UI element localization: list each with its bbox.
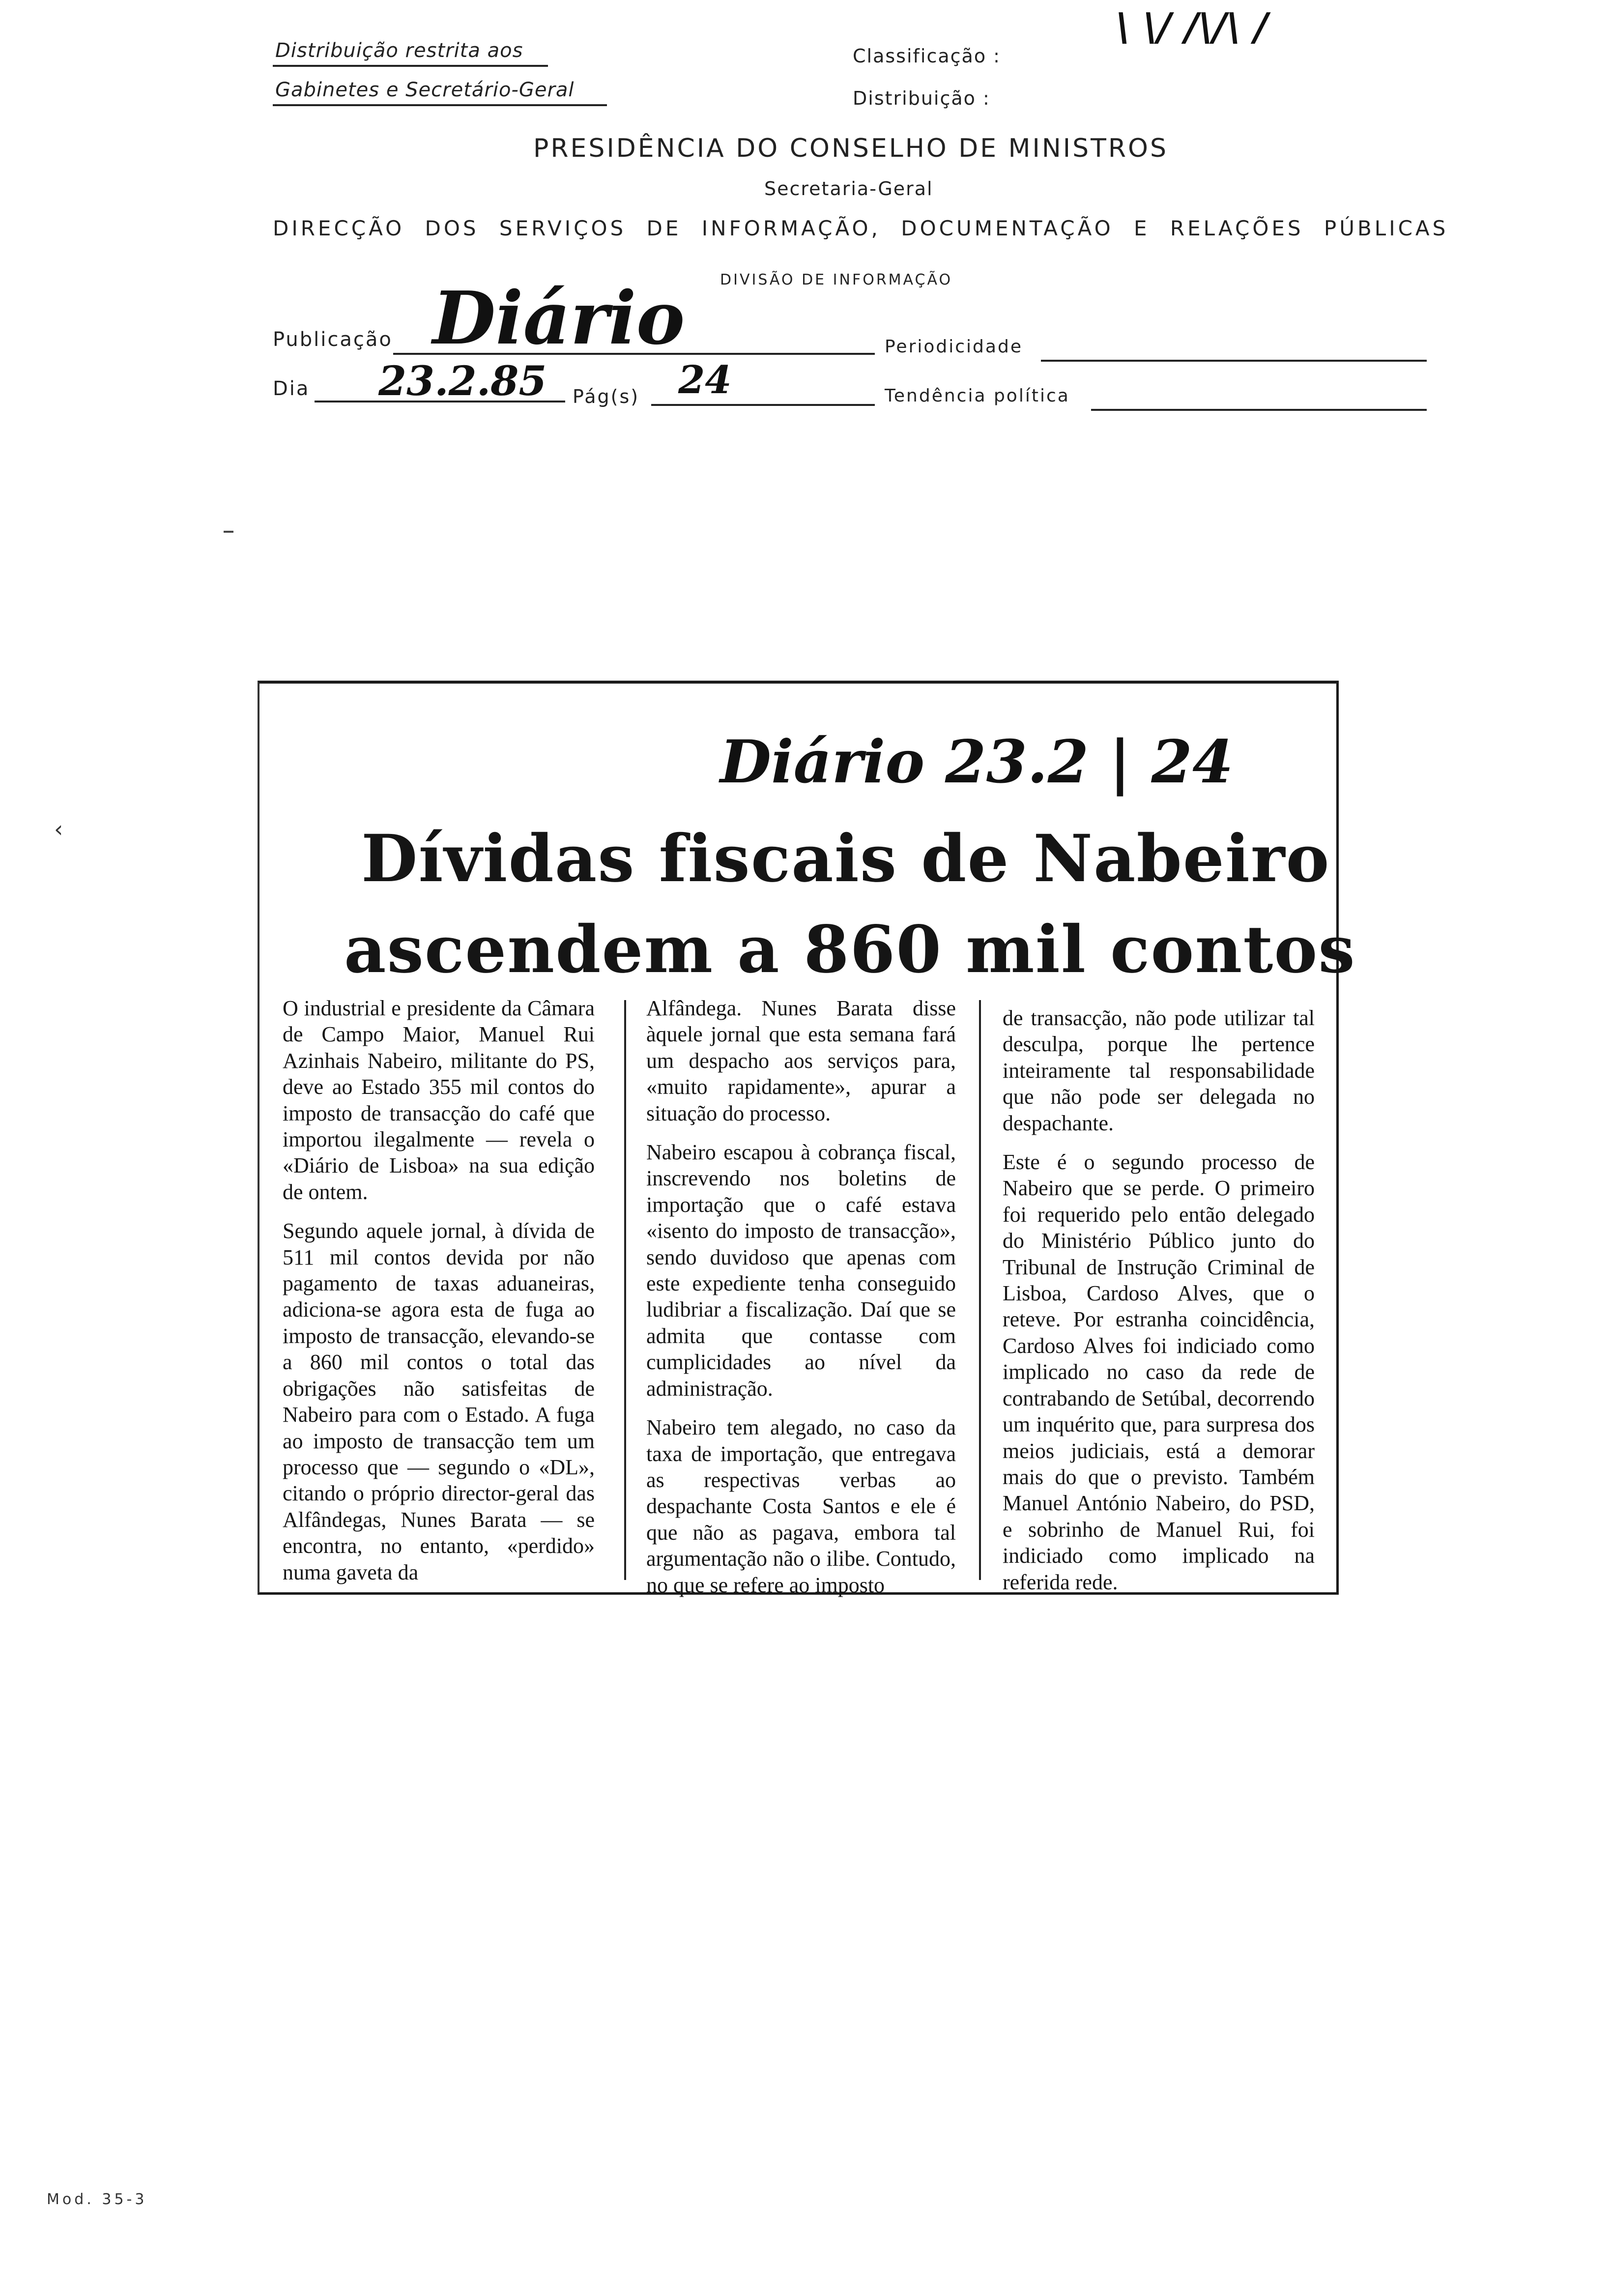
column-divider-1 bbox=[624, 1000, 626, 1580]
secretariat-heading: Secretaria-Geral bbox=[764, 178, 933, 200]
article-paragraph: O industrial e presidente da Câmara de Campo Maior, Manuel Rui Azinhais Nabeiro, militante do PS, deve ao Estado 355 mil contos do imposto de transacção do café que importou ilegalmente — revela o «Diário de Lisboa» na sua edição de ontem. bbox=[283, 996, 595, 1204]
pages-handwritten-value: 24 bbox=[678, 358, 732, 402]
article-paragraph: Alfândega. Nunes Barata disse àquele jornal que esta semana fará um despacho aos serviços para, «muito rapidamente», apurar a situação do processo. bbox=[646, 996, 956, 1125]
distribution-note-line2: Gabinetes e Secretário-Geral bbox=[275, 79, 575, 101]
political-tendency-field-line bbox=[1091, 409, 1427, 411]
distribution-note-line1: Distribuição restrita aos bbox=[275, 39, 523, 62]
distribution-underline-2 bbox=[273, 104, 607, 106]
distribution-underline-1 bbox=[273, 65, 548, 67]
pages-label: Pág(s) bbox=[573, 386, 640, 407]
political-tendency-label: Tendência política bbox=[885, 386, 1070, 406]
directorate-heading: DIRECÇÃO DOS SERVIÇOS DE INFORMAÇÃO, DOCUMENTAÇÃO E RELAÇÕES PÚBLICAS bbox=[273, 216, 1449, 240]
form-code: Mod. 35-3 bbox=[47, 2191, 147, 2208]
headline-line-1: Dívidas fiscais de Nabeiro bbox=[361, 821, 1330, 897]
pages-field-line bbox=[651, 404, 875, 406]
classification-label: Classificação : bbox=[853, 45, 1001, 67]
left-margin-mark: ‹ bbox=[54, 816, 63, 842]
article-paragraph: Este é o segundo processo de Nabeiro que se perde. O primeiro foi requerido pelo então delegado do Ministério Público junto do Tribunal de Instrução Criminal de Lisboa, Cardoso Alves, que o reteve. Por estranha coincidência, Cardoso Alves foi indiciado como implicado no caso da rede de contrabando de Setúbal, decorrendo um inquérito que, para surpresa dos meios judiciais, está a demorar mais do que o previsto. Também Manuel António Nabeiro, do PSD, e sobrinho de Manuel Rui, foi indiciado como implicado na referida rede. bbox=[1003, 1150, 1315, 1594]
article-column-2 bbox=[646, 995, 956, 1598]
publication-handwritten-value: Diário bbox=[432, 275, 685, 361]
periodicity-field-line bbox=[1041, 360, 1427, 362]
column-divider-2 bbox=[979, 1000, 981, 1580]
presidency-heading: PRESIDÊNCIA DO CONSELHO DE MINISTROS bbox=[533, 134, 1168, 163]
article-paragraph: de transacção, não pode utilizar tal desculpa, porque lhe pertence inteiramente tal responsabilidade que não pode ser delegada no despachante. bbox=[1003, 1006, 1315, 1135]
clipping-handwritten-note: Diário 23.2 | 24 bbox=[720, 727, 1234, 797]
day-handwritten-value: 23.2.85 bbox=[378, 358, 547, 405]
article-column-3 bbox=[1003, 1005, 1315, 1595]
article-column-1 bbox=[283, 995, 595, 1585]
corner-handwriting: \ \/ /\/\ / bbox=[1116, 5, 1268, 50]
headline-line-2: ascendem a 860 mil contos bbox=[344, 912, 1356, 988]
division-heading: DIVISÃO DE INFORMAÇÃO bbox=[720, 271, 953, 288]
periodicity-label: Periodicidade bbox=[885, 337, 1023, 357]
distribution-label: Distribuição : bbox=[853, 87, 990, 109]
article-paragraph: Nabeiro tem alegado, no caso da taxa de importação, que entregava as respectivas verbas ao despachante Costa Santos e ele é que não as pagava, embora tal argumentação não o ilibe. Contudo, no que se refere ao imposto bbox=[646, 1415, 956, 1597]
publication-label: Publicação bbox=[273, 328, 393, 351]
margin-tick-mark bbox=[224, 531, 233, 533]
article-paragraph: Nabeiro escapou à cobrança fiscal, inscrevendo nos boletins de importação que o café estava «isento do imposto de transacção», sendo duvidoso que apenas com este expediente tenha conseguido ludibriar a fiscalização. Daí que se admita que contasse com cumplicidades ao nível da administração. bbox=[646, 1140, 956, 1401]
article-paragraph: Segundo aquele jornal, à dívida de 511 mil contos devida por não pagamento de taxas aduaneiras, adiciona-se agora esta de fuga ao imposto de transacção, elevando-se a 860 mil contos o total das obrigações não satisfeitas de Nabeiro para com o Estado. A fuga ao imposto de transacção tem um processo que — segundo o «DL», citando o próprio director-geral das Alfândegas, Nunes Barata — se encontra, no entanto, «perdido» numa gaveta da bbox=[283, 1219, 595, 1584]
day-label: Dia bbox=[273, 377, 310, 400]
